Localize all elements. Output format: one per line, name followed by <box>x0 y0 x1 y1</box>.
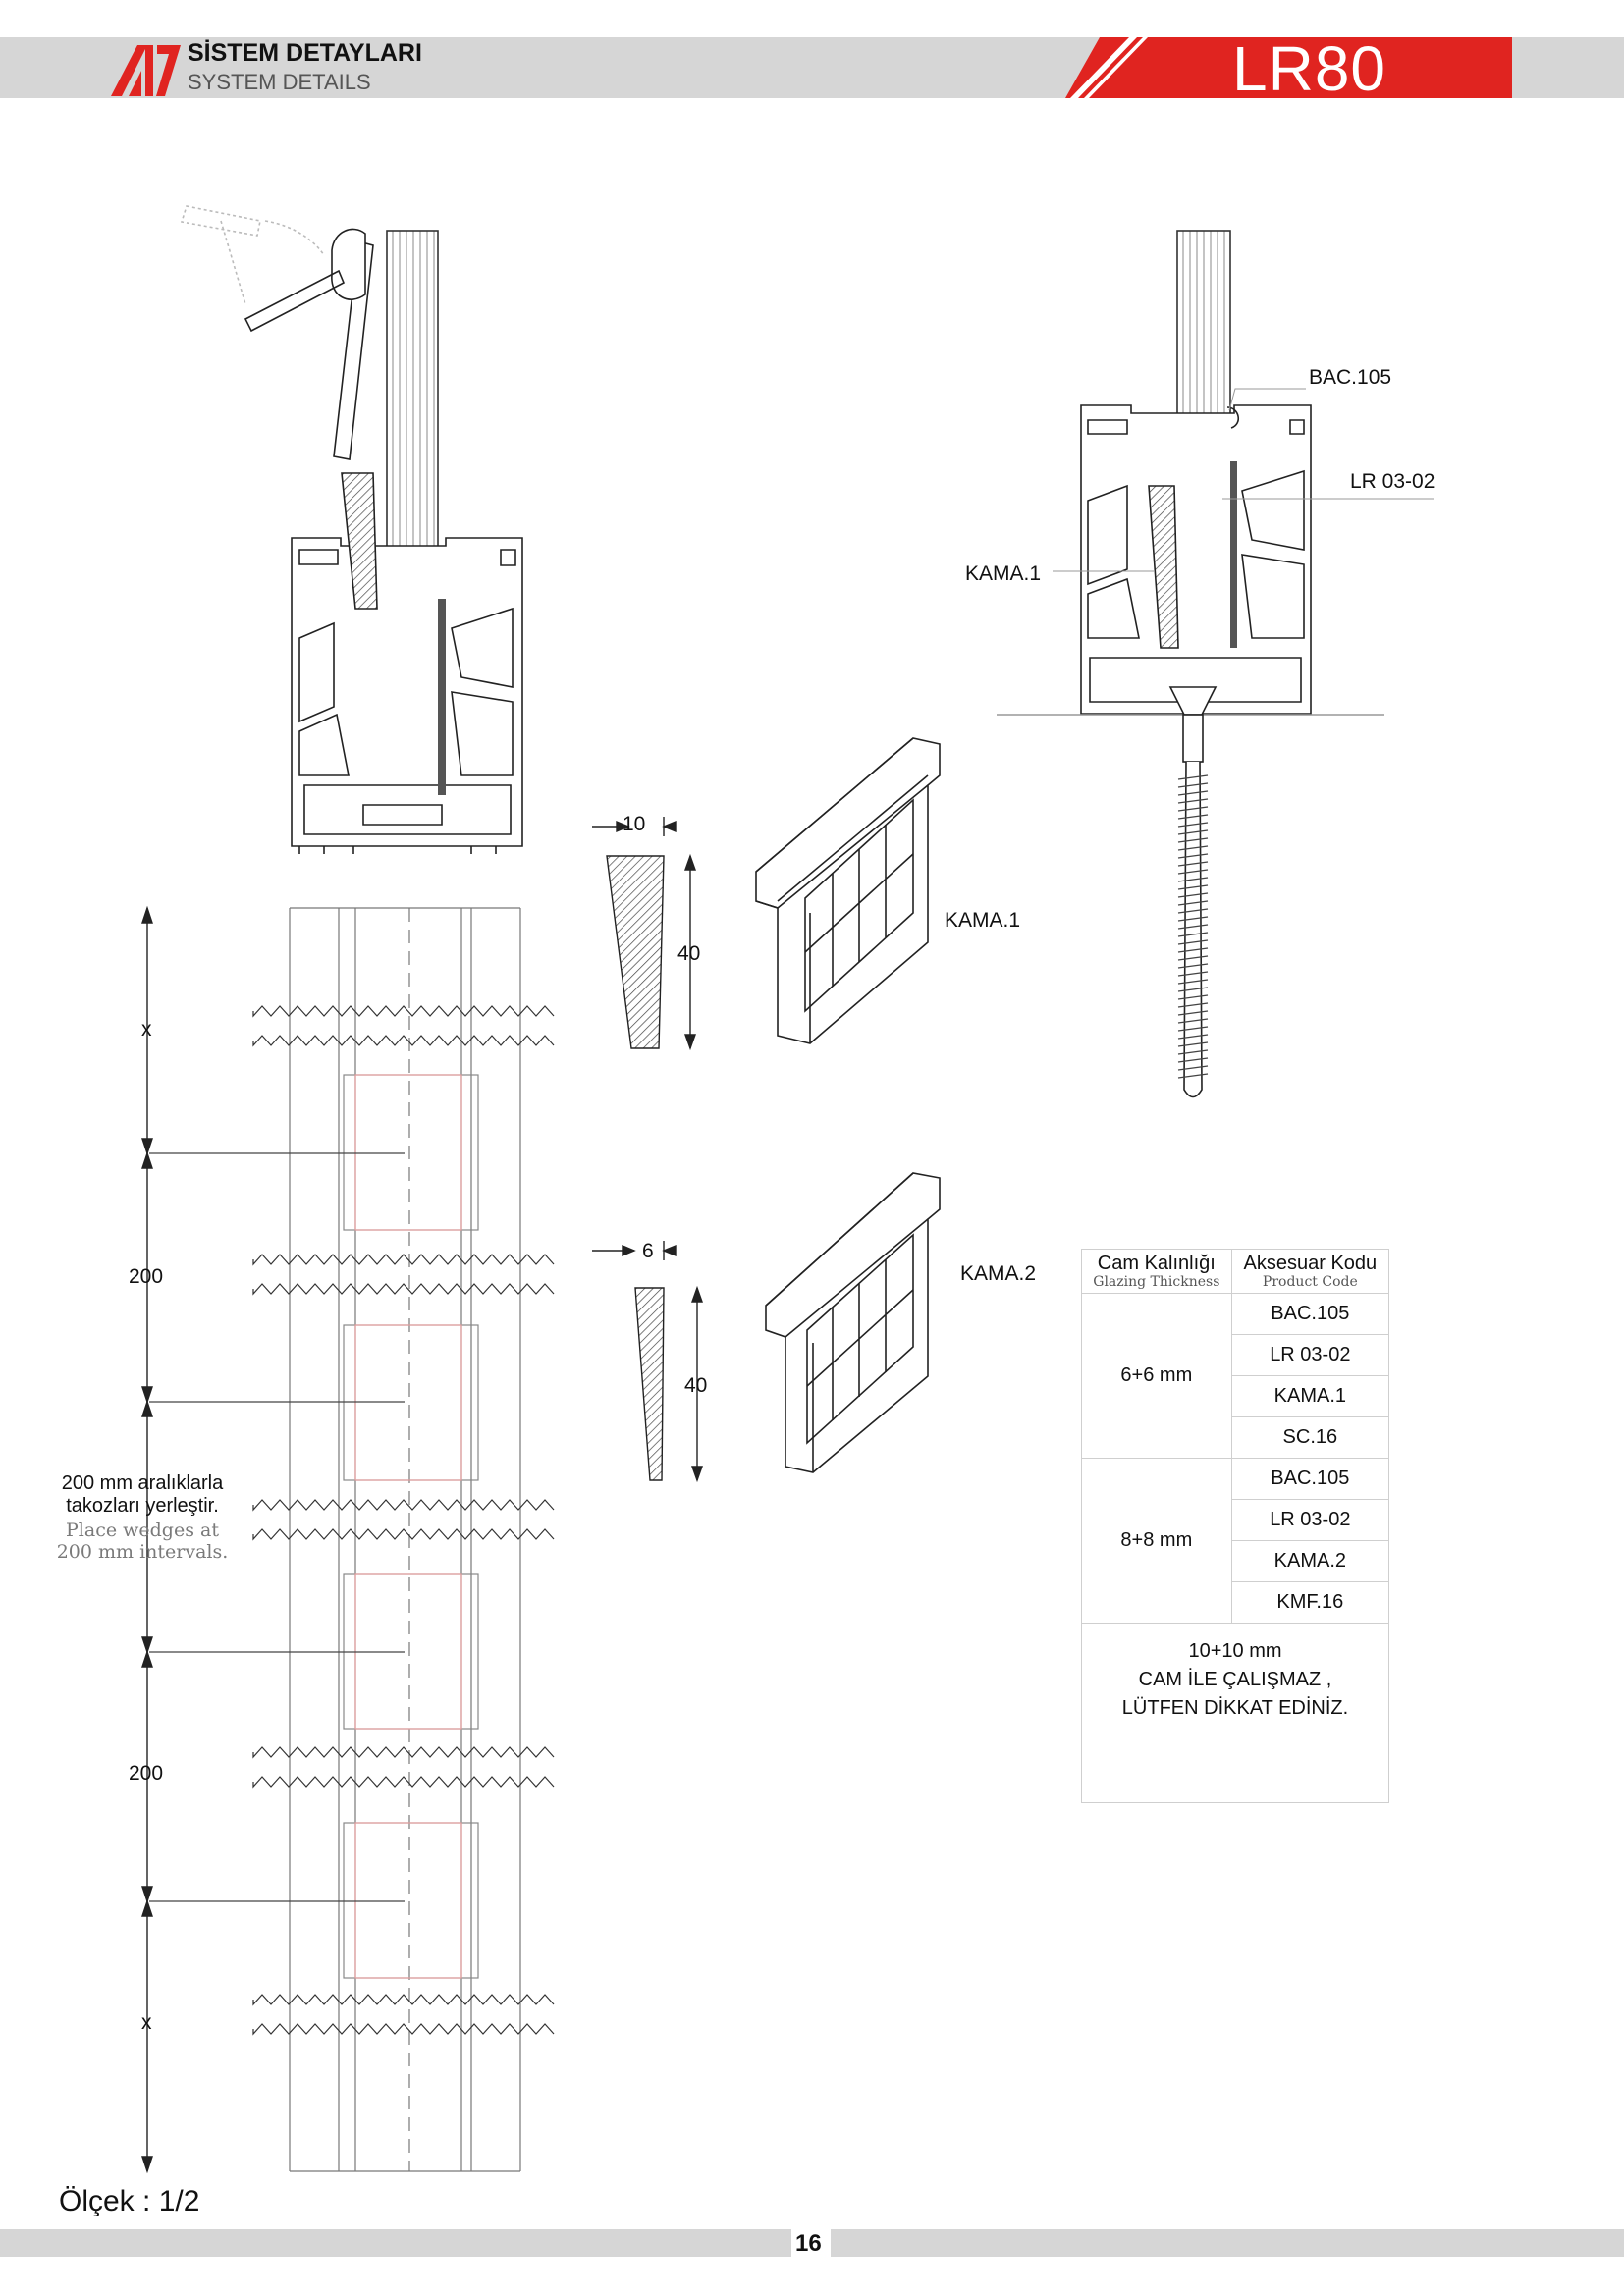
dim-kama2-height: 40 <box>684 1374 708 1397</box>
warning-cell <box>1082 1624 1389 1803</box>
header-title-tr: SİSTEM DETAYLARI <box>188 39 422 67</box>
callout-kama1-section: KAMA.1 <box>965 562 1042 585</box>
warning-line2: CAM İLE ÇALIŞMAZ , <box>1138 1669 1332 1690</box>
note-tr-line1: 200 mm aralıklarla <box>61 1472 224 1494</box>
product-code: LR80 <box>1232 33 1386 104</box>
dim-kama1-height: 40 <box>677 942 701 965</box>
callout-lr0302: LR 03-02 <box>1350 470 1435 493</box>
dim-kama1-width: 10 <box>623 813 646 835</box>
thickness-cell: 6+6 mm <box>1082 1294 1232 1459</box>
kama2-dimension-drawing <box>592 1241 702 1480</box>
table-head-thickness: Cam Kalınlığı Glazing Thickness <box>1082 1250 1232 1294</box>
code-cell: LR 03-02 <box>1231 1335 1388 1376</box>
kama1-isometric <box>756 738 940 1043</box>
callout-kama2-part: KAMA.2 <box>960 1262 1037 1285</box>
break-line <box>253 1284 554 1294</box>
warning-line3: LÜTFEN DİKKAT EDİNİZ. <box>1121 1697 1349 1719</box>
code-cell: KMF.16 <box>1231 1582 1388 1624</box>
note-en-line2: 200 mm intervals. <box>56 1541 229 1563</box>
break-line <box>253 1529 554 1539</box>
kama1-dimension-drawing <box>592 817 695 1048</box>
code-cell: BAC.105 <box>1231 1459 1388 1500</box>
scale-label: Ölçek : 1/2 <box>59 2185 200 2217</box>
dim-spacing-200-b: 200 <box>129 1762 164 1785</box>
warning-line1: 10+10 mm <box>1188 1640 1282 1662</box>
accessory-table <box>1081 1249 1389 1803</box>
dim-spacing-x-bottom: x <box>141 2011 152 2034</box>
break-line <box>253 1255 554 1264</box>
table-head-code: Aksesuar Kodu Product Code <box>1231 1250 1388 1294</box>
dim-kama2-width: 6 <box>642 1240 654 1262</box>
break-line <box>253 1006 554 1016</box>
code-cell: LR 03-02 <box>1231 1500 1388 1541</box>
code-cell: BAC.105 <box>1231 1294 1388 1335</box>
break-line <box>253 2024 554 2034</box>
note-en-line1: Place wedges at <box>66 1520 219 1541</box>
kama2-isometric <box>766 1173 940 1472</box>
header-title-en: SYSTEM DETAILS <box>188 70 371 94</box>
callout-kama1-part: KAMA.1 <box>945 909 1021 932</box>
dim-spacing-x-top: x <box>141 1018 152 1041</box>
break-line <box>253 1747 554 1757</box>
code-cell: SC.16 <box>1231 1417 1388 1459</box>
placement-note <box>39 1472 245 1563</box>
code-cell: KAMA.2 <box>1231 1541 1388 1582</box>
profile-section-assembled <box>997 231 1384 1097</box>
break-line <box>253 1995 554 2004</box>
break-line <box>253 1036 554 1045</box>
note-tr-line2: takozları yerleştir. <box>66 1495 219 1517</box>
break-line <box>253 1777 554 1787</box>
dim-spacing-200-a: 200 <box>129 1265 164 1288</box>
thickness-cell: 8+8 mm <box>1082 1459 1232 1624</box>
callout-bac105: BAC.105 <box>1309 366 1392 389</box>
profile-section-installation <box>182 206 522 854</box>
page-number: 16 <box>795 2230 822 2257</box>
code-cell: KAMA.1 <box>1231 1376 1388 1417</box>
break-line <box>253 1500 554 1510</box>
